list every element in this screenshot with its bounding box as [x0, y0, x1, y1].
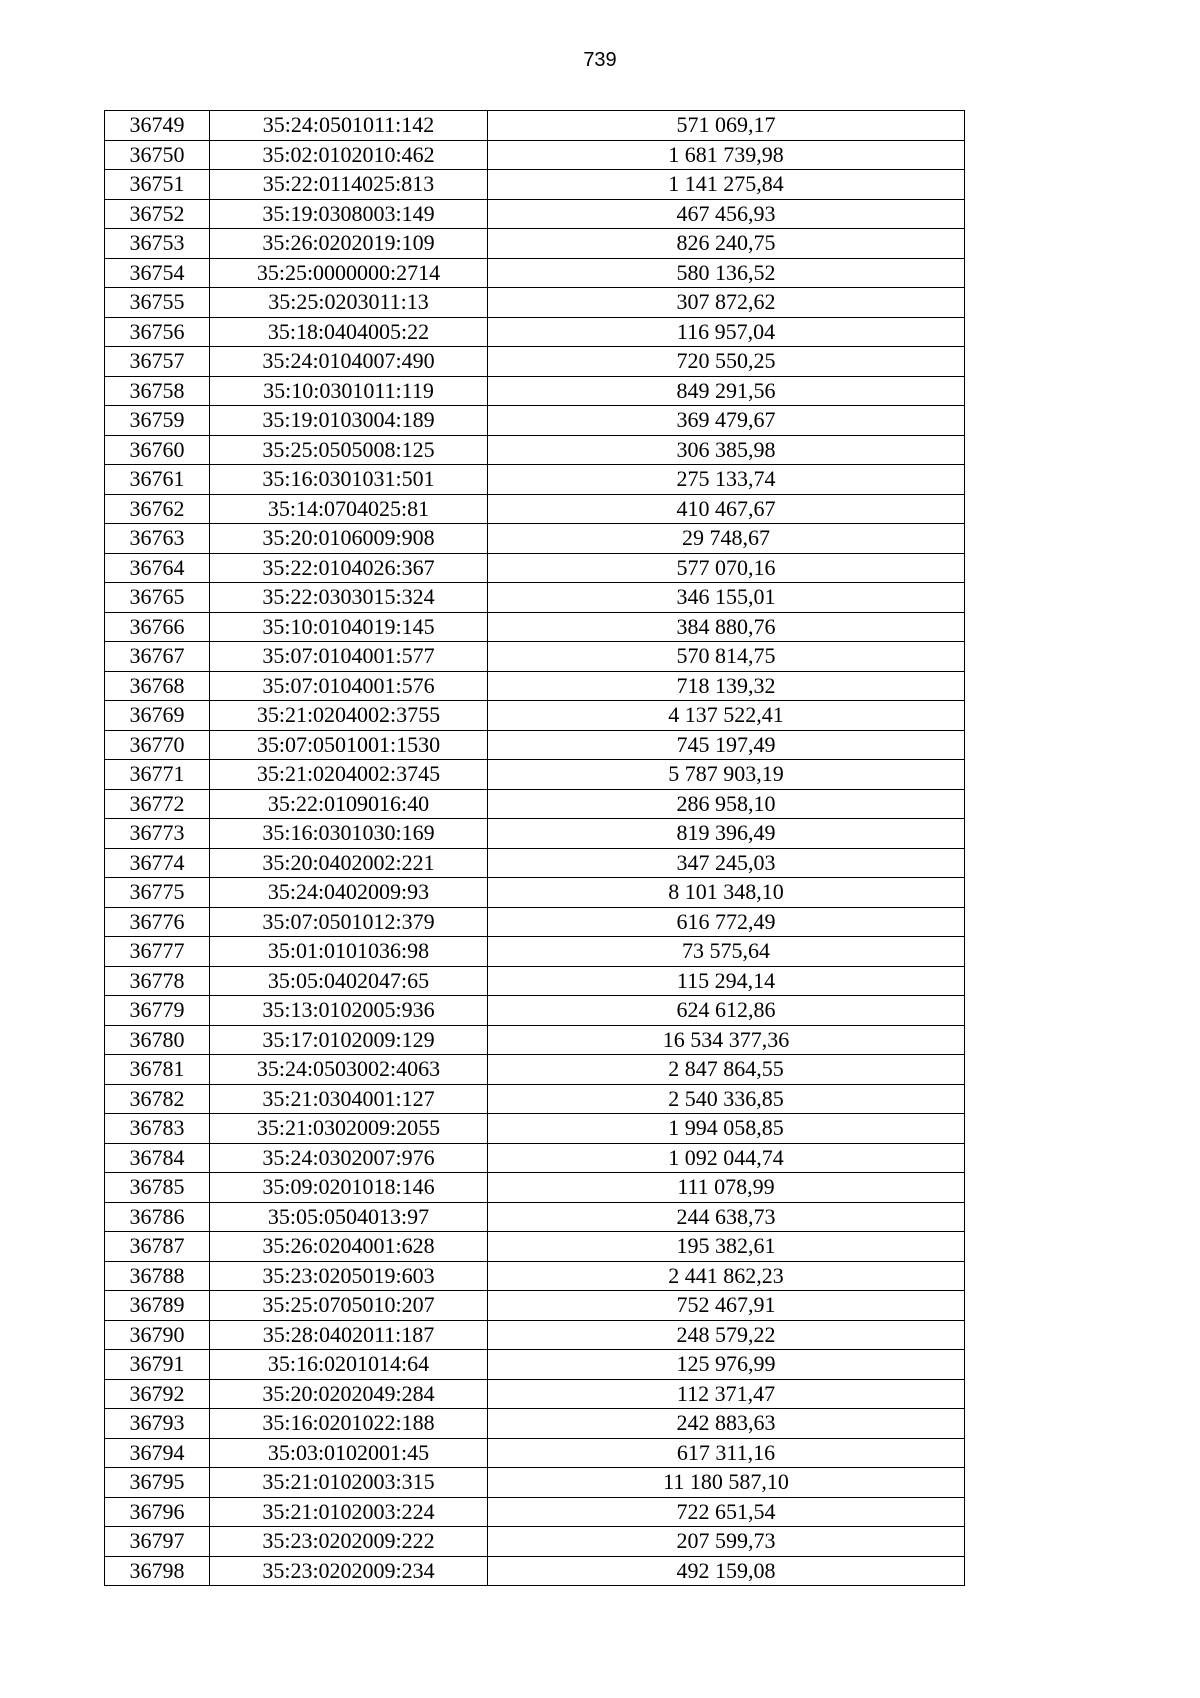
- row-number-cell: 36758: [105, 376, 210, 406]
- cadastral-number-cell: 35:07:0104001:577: [210, 642, 488, 672]
- cadastral-number-cell: 35:25:0505008:125: [210, 435, 488, 465]
- table-row: [105, 1320, 965, 1350]
- table-row: [105, 701, 965, 731]
- table-row: [105, 494, 965, 524]
- row-number-cell: 36763: [105, 524, 210, 554]
- cadastral-number-cell: 35:25:0705010:207: [210, 1291, 488, 1321]
- cadastral-number-cell: 35:07:0104001:576: [210, 671, 488, 701]
- cadastral-number-cell: 35:20:0402002:221: [210, 848, 488, 878]
- cadastral-number-cell: 35:28:0402011:187: [210, 1320, 488, 1350]
- cadastral-number-cell: 35:20:0202049:284: [210, 1379, 488, 1409]
- row-number-cell: 36769: [105, 701, 210, 731]
- cadastral-number-cell: 35:21:0302009:2055: [210, 1114, 488, 1144]
- table-row: [105, 1497, 965, 1527]
- value-cell: 722 651,54: [488, 1497, 965, 1527]
- table-row: [105, 1409, 965, 1439]
- cadastral-number-cell: 35:24:0503002:4063: [210, 1055, 488, 1085]
- value-cell: 306 385,98: [488, 435, 965, 465]
- cadastral-number-cell: 35:07:0501012:379: [210, 907, 488, 937]
- cadastral-number-cell: 35:02:0102010:462: [210, 140, 488, 170]
- row-number-cell: 36779: [105, 996, 210, 1026]
- registry-table-body: [105, 111, 965, 1586]
- value-cell: 4 137 522,41: [488, 701, 965, 731]
- cadastral-number-cell: 35:21:0102003:315: [210, 1468, 488, 1498]
- table-row: [105, 937, 965, 967]
- row-number-cell: 36752: [105, 199, 210, 229]
- table-row: [105, 1202, 965, 1232]
- table-row: [105, 140, 965, 170]
- value-cell: 410 467,67: [488, 494, 965, 524]
- row-number-cell: 36772: [105, 789, 210, 819]
- cadastral-number-cell: 35:05:0402047:65: [210, 966, 488, 996]
- table-row: [105, 1527, 965, 1557]
- row-number-cell: 36781: [105, 1055, 210, 1085]
- cadastral-number-cell: 35:24:0501011:142: [210, 111, 488, 141]
- value-cell: 286 958,10: [488, 789, 965, 819]
- cadastral-number-cell: 35:21:0102003:224: [210, 1497, 488, 1527]
- row-number-cell: 36793: [105, 1409, 210, 1439]
- row-number-cell: 36786: [105, 1202, 210, 1232]
- row-number-cell: 36750: [105, 140, 210, 170]
- table-row: [105, 1350, 965, 1380]
- table-row: [105, 1438, 965, 1468]
- value-cell: 29 748,67: [488, 524, 965, 554]
- table-row: [105, 524, 965, 554]
- table-row: [105, 1556, 965, 1586]
- value-cell: 347 245,03: [488, 848, 965, 878]
- value-cell: 275 133,74: [488, 465, 965, 495]
- value-cell: 819 396,49: [488, 819, 965, 849]
- value-cell: 617 311,16: [488, 1438, 965, 1468]
- value-cell: 580 136,52: [488, 258, 965, 288]
- row-number-cell: 36797: [105, 1527, 210, 1557]
- table-row: [105, 642, 965, 672]
- row-number-cell: 36780: [105, 1025, 210, 1055]
- value-cell: 125 976,99: [488, 1350, 965, 1380]
- value-cell: 248 579,22: [488, 1320, 965, 1350]
- row-number-cell: 36791: [105, 1350, 210, 1380]
- table-row: [105, 553, 965, 583]
- table-row: [105, 1291, 965, 1321]
- value-cell: 752 467,91: [488, 1291, 965, 1321]
- cadastral-number-cell: 35:21:0204002:3755: [210, 701, 488, 731]
- value-cell: 1 141 275,84: [488, 170, 965, 200]
- value-cell: 826 240,75: [488, 229, 965, 259]
- value-cell: 244 638,73: [488, 1202, 965, 1232]
- value-cell: 115 294,14: [488, 966, 965, 996]
- cadastral-number-cell: 35:07:0501001:1530: [210, 730, 488, 760]
- row-number-cell: 36759: [105, 406, 210, 436]
- table-row: [105, 760, 965, 790]
- value-cell: 2 847 864,55: [488, 1055, 965, 1085]
- table-row: [105, 1114, 965, 1144]
- cadastral-number-cell: 35:10:0104019:145: [210, 612, 488, 642]
- value-cell: 624 612,86: [488, 996, 965, 1026]
- table-row: [105, 347, 965, 377]
- row-number-cell: 36766: [105, 612, 210, 642]
- table-row: [105, 229, 965, 259]
- cadastral-number-cell: 35:09:0201018:146: [210, 1173, 488, 1203]
- cadastral-number-cell: 35:22:0109016:40: [210, 789, 488, 819]
- value-cell: 720 550,25: [488, 347, 965, 377]
- cadastral-number-cell: 35:05:0504013:97: [210, 1202, 488, 1232]
- value-cell: 111 078,99: [488, 1173, 965, 1203]
- table-row: [105, 1055, 965, 1085]
- table-row: [105, 996, 965, 1026]
- row-number-cell: 36774: [105, 848, 210, 878]
- row-number-cell: 36761: [105, 465, 210, 495]
- row-number-cell: 36787: [105, 1232, 210, 1262]
- row-number-cell: 36784: [105, 1143, 210, 1173]
- table-row: [105, 1143, 965, 1173]
- cadastral-number-cell: 35:20:0106009:908: [210, 524, 488, 554]
- table-row: [105, 1173, 965, 1203]
- row-number-cell: 36796: [105, 1497, 210, 1527]
- row-number-cell: 36792: [105, 1379, 210, 1409]
- table-row: [105, 170, 965, 200]
- table-row: [105, 288, 965, 318]
- table-row: [105, 258, 965, 288]
- row-number-cell: 36756: [105, 317, 210, 347]
- value-cell: 116 957,04: [488, 317, 965, 347]
- row-number-cell: 36775: [105, 878, 210, 908]
- value-cell: 16 534 377,36: [488, 1025, 965, 1055]
- cadastral-number-cell: 35:14:0704025:81: [210, 494, 488, 524]
- row-number-cell: 36789: [105, 1291, 210, 1321]
- row-number-cell: 36755: [105, 288, 210, 318]
- table-row: [105, 435, 965, 465]
- cadastral-number-cell: 35:01:0101036:98: [210, 937, 488, 967]
- cadastral-number-cell: 35:24:0302007:976: [210, 1143, 488, 1173]
- cadastral-number-cell: 35:21:0304001:127: [210, 1084, 488, 1114]
- row-number-cell: 36782: [105, 1084, 210, 1114]
- value-cell: 571 069,17: [488, 111, 965, 141]
- row-number-cell: 36795: [105, 1468, 210, 1498]
- row-number-cell: 36753: [105, 229, 210, 259]
- value-cell: 112 371,47: [488, 1379, 965, 1409]
- cadastral-number-cell: 35:26:0204001:628: [210, 1232, 488, 1262]
- table-row: [105, 1379, 965, 1409]
- table-row: [105, 1468, 965, 1498]
- table-row: [105, 465, 965, 495]
- row-number-cell: 36754: [105, 258, 210, 288]
- value-cell: 5 787 903,19: [488, 760, 965, 790]
- cadastral-number-cell: 35:23:0202009:222: [210, 1527, 488, 1557]
- value-cell: 1 994 058,85: [488, 1114, 965, 1144]
- cadastral-number-cell: 35:22:0303015:324: [210, 583, 488, 613]
- table-row: [105, 376, 965, 406]
- cadastral-number-cell: 35:16:0301030:169: [210, 819, 488, 849]
- table-row: [105, 111, 965, 141]
- row-number-cell: 36749: [105, 111, 210, 141]
- cadastral-number-cell: 35:19:0308003:149: [210, 199, 488, 229]
- cadastral-number-cell: 35:24:0104007:490: [210, 347, 488, 377]
- cadastral-number-cell: 35:16:0201014:64: [210, 1350, 488, 1380]
- value-cell: 2 441 862,23: [488, 1261, 965, 1291]
- value-cell: 242 883,63: [488, 1409, 965, 1439]
- row-number-cell: 36768: [105, 671, 210, 701]
- table-row: [105, 671, 965, 701]
- value-cell: 307 872,62: [488, 288, 965, 318]
- row-number-cell: 36790: [105, 1320, 210, 1350]
- row-number-cell: 36788: [105, 1261, 210, 1291]
- value-cell: 745 197,49: [488, 730, 965, 760]
- table-row: [105, 583, 965, 613]
- value-cell: 73 575,64: [488, 937, 965, 967]
- value-cell: 346 155,01: [488, 583, 965, 613]
- cadastral-number-cell: 35:03:0102001:45: [210, 1438, 488, 1468]
- value-cell: 577 070,16: [488, 553, 965, 583]
- row-number-cell: 36785: [105, 1173, 210, 1203]
- cadastral-number-cell: 35:13:0102005:936: [210, 996, 488, 1026]
- page-number: 739: [583, 49, 617, 71]
- table-row: [105, 1261, 965, 1291]
- value-cell: 492 159,08: [488, 1556, 965, 1586]
- row-number-cell: 36770: [105, 730, 210, 760]
- row-number-cell: 36767: [105, 642, 210, 672]
- value-cell: 8 101 348,10: [488, 878, 965, 908]
- value-cell: 467 456,93: [488, 199, 965, 229]
- cadastral-number-cell: 35:21:0204002:3745: [210, 760, 488, 790]
- row-number-cell: 36798: [105, 1556, 210, 1586]
- value-cell: 849 291,56: [488, 376, 965, 406]
- row-number-cell: 36757: [105, 347, 210, 377]
- value-cell: 369 479,67: [488, 406, 965, 436]
- row-number-cell: 36773: [105, 819, 210, 849]
- value-cell: 2 540 336,85: [488, 1084, 965, 1114]
- table-row: [105, 1025, 965, 1055]
- row-number-cell: 36764: [105, 553, 210, 583]
- row-number-cell: 36783: [105, 1114, 210, 1144]
- cadastral-number-cell: 35:19:0103004:189: [210, 406, 488, 436]
- table-row: [105, 878, 965, 908]
- cadastral-number-cell: 35:18:0404005:22: [210, 317, 488, 347]
- cadastral-number-cell: 35:23:0205019:603: [210, 1261, 488, 1291]
- cadastral-number-cell: 35:16:0301031:501: [210, 465, 488, 495]
- table-row: [105, 730, 965, 760]
- table-row: [105, 848, 965, 878]
- value-cell: 616 772,49: [488, 907, 965, 937]
- table-row: [105, 819, 965, 849]
- cadastral-number-cell: 35:25:0203011:13: [210, 288, 488, 318]
- value-cell: 570 814,75: [488, 642, 965, 672]
- cadastral-number-cell: 35:17:0102009:129: [210, 1025, 488, 1055]
- value-cell: 718 139,32: [488, 671, 965, 701]
- cadastral-number-cell: 35:25:0000000:2714: [210, 258, 488, 288]
- table-row: [105, 907, 965, 937]
- row-number-cell: 36776: [105, 907, 210, 937]
- value-cell: 195 382,61: [488, 1232, 965, 1262]
- row-number-cell: 36751: [105, 170, 210, 200]
- table-row: [105, 789, 965, 819]
- table-row: [105, 317, 965, 347]
- registry-table: [104, 110, 965, 1586]
- cadastral-number-cell: 35:22:0114025:813: [210, 170, 488, 200]
- row-number-cell: 36771: [105, 760, 210, 790]
- value-cell: 11 180 587,10: [488, 1468, 965, 1498]
- cadastral-number-cell: 35:10:0301011:119: [210, 376, 488, 406]
- value-cell: 384 880,76: [488, 612, 965, 642]
- table-row: [105, 406, 965, 436]
- row-number-cell: 36778: [105, 966, 210, 996]
- table-row: [105, 1084, 965, 1114]
- cadastral-number-cell: 35:23:0202009:234: [210, 1556, 488, 1586]
- row-number-cell: 36794: [105, 1438, 210, 1468]
- value-cell: 1 092 044,74: [488, 1143, 965, 1173]
- cadastral-number-cell: 35:24:0402009:93: [210, 878, 488, 908]
- value-cell: 207 599,73: [488, 1527, 965, 1557]
- row-number-cell: 36762: [105, 494, 210, 524]
- row-number-cell: 36760: [105, 435, 210, 465]
- row-number-cell: 36765: [105, 583, 210, 613]
- table-row: [105, 966, 965, 996]
- table-row: [105, 612, 965, 642]
- row-number-cell: 36777: [105, 937, 210, 967]
- cadastral-number-cell: 35:16:0201022:188: [210, 1409, 488, 1439]
- table-row: [105, 199, 965, 229]
- table-row: [105, 1232, 965, 1262]
- cadastral-number-cell: 35:22:0104026:367: [210, 553, 488, 583]
- value-cell: 1 681 739,98: [488, 140, 965, 170]
- cadastral-number-cell: 35:26:0202019:109: [210, 229, 488, 259]
